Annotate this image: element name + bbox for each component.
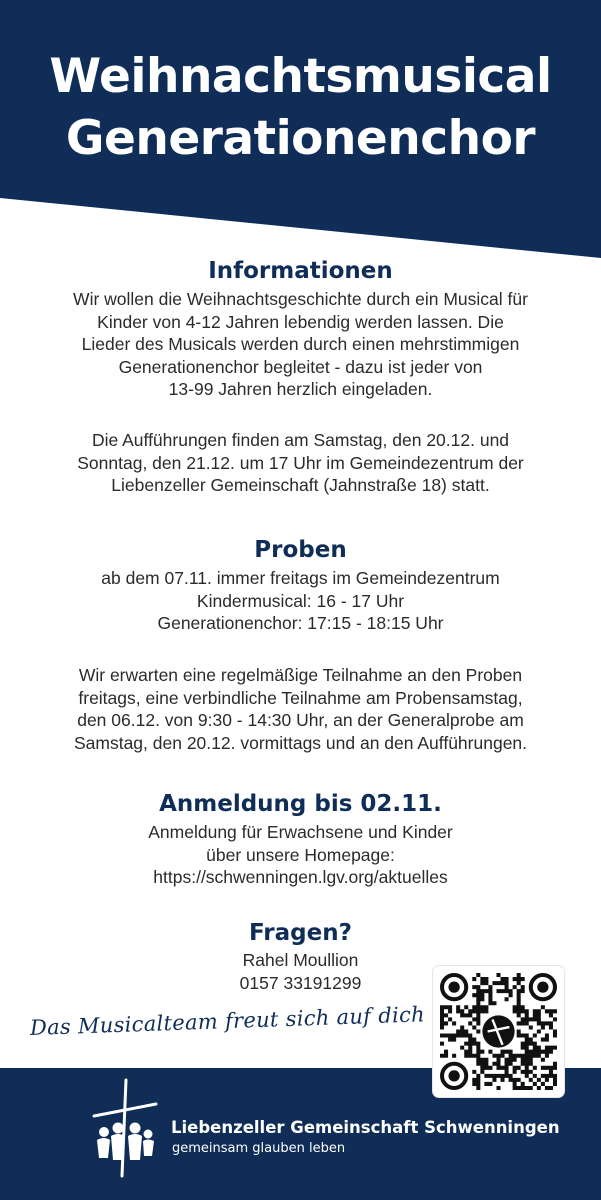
title-line-1: Weihnachtsmusical	[49, 49, 552, 104]
text-line: Sonntag, den 21.12. um 17 Uhr im Gemeindezentrum der	[77, 452, 524, 473]
informationen-heading: Informationen	[208, 258, 393, 284]
qr-code[interactable]	[433, 966, 564, 1097]
contact-name: Rahel Moullion	[242, 950, 359, 970]
text-line: Anmeldung für Erwachsene und Kinder	[148, 822, 453, 842]
text-line: den 06.12. von 9:30 - 14:30 Uhr, an der Generalprobe am	[77, 710, 524, 730]
informationen-paragraph-1	[0, 288, 601, 401]
text-line: Samstag, den 20.12. vormittags und an den Aufführungen.	[73, 732, 528, 753]
text-line: ab dem 07.11. immer freitags im Gemeindezentrum	[101, 568, 500, 588]
text-line: freitags, eine verbindliche Teilnahme am Probensamstag,	[78, 687, 523, 708]
proben-paragraph-1	[0, 567, 601, 635]
informationen-paragraph-2	[0, 429, 601, 497]
qr-code-graphic	[440, 973, 557, 1090]
homepage-url: https://schwenningen.lgv.org/aktuelles	[153, 867, 448, 887]
proben-heading: Proben	[254, 537, 347, 563]
contact-phone: 0157 33191299	[239, 972, 362, 993]
fragen-heading: Fragen?	[249, 920, 352, 946]
text-line: Lieder des Musicals werden durch einen mehrstimmigen	[81, 334, 520, 354]
anmeldung-heading: Anmeldung bis 02.11.	[159, 791, 442, 817]
text-line: Wir erwarten eine regelmäßige Teilnahme an den Proben	[78, 665, 523, 685]
text-line: Generationenchor: 17:15 - 18:15 Uhr	[157, 613, 444, 633]
text-line: Wir wollen die Weihnachtsgeschichte durch ein Musical für	[73, 289, 528, 309]
title-line-2: Generationenchor	[65, 111, 536, 166]
text-line: Generationenchor begleitet - dazu ist jeder von	[118, 356, 483, 377]
page-title	[0, 46, 601, 170]
text-line: Kindermusical: 16 - 17 Uhr	[196, 590, 405, 611]
text-line: Liebenzeller Gemeinschaft (Jahnstraße 18) statt.	[111, 475, 490, 495]
proben-paragraph-2	[0, 664, 601, 754]
text-line: Kinder von 4-12 Jahren lebendig werden lassen. Die	[97, 311, 504, 332]
organization-tagline: gemeinsam glauben leben	[172, 1141, 346, 1156]
church-community-logo-icon	[88, 1078, 158, 1178]
text-line: über unsere Homepage:	[206, 844, 395, 865]
text-line: 13-99 Jahren herzlich eingeladen.	[168, 379, 433, 399]
text-line: Die Aufführungen finden am Samstag, den 20.12. und	[91, 430, 510, 450]
anmeldung-paragraph	[0, 821, 601, 889]
musicalteam-script-line: Das Musicalteam freut sich auf dich	[29, 1002, 426, 1040]
organization-name: Liebenzeller Gemeinschaft Schwenningen	[171, 1118, 560, 1137]
